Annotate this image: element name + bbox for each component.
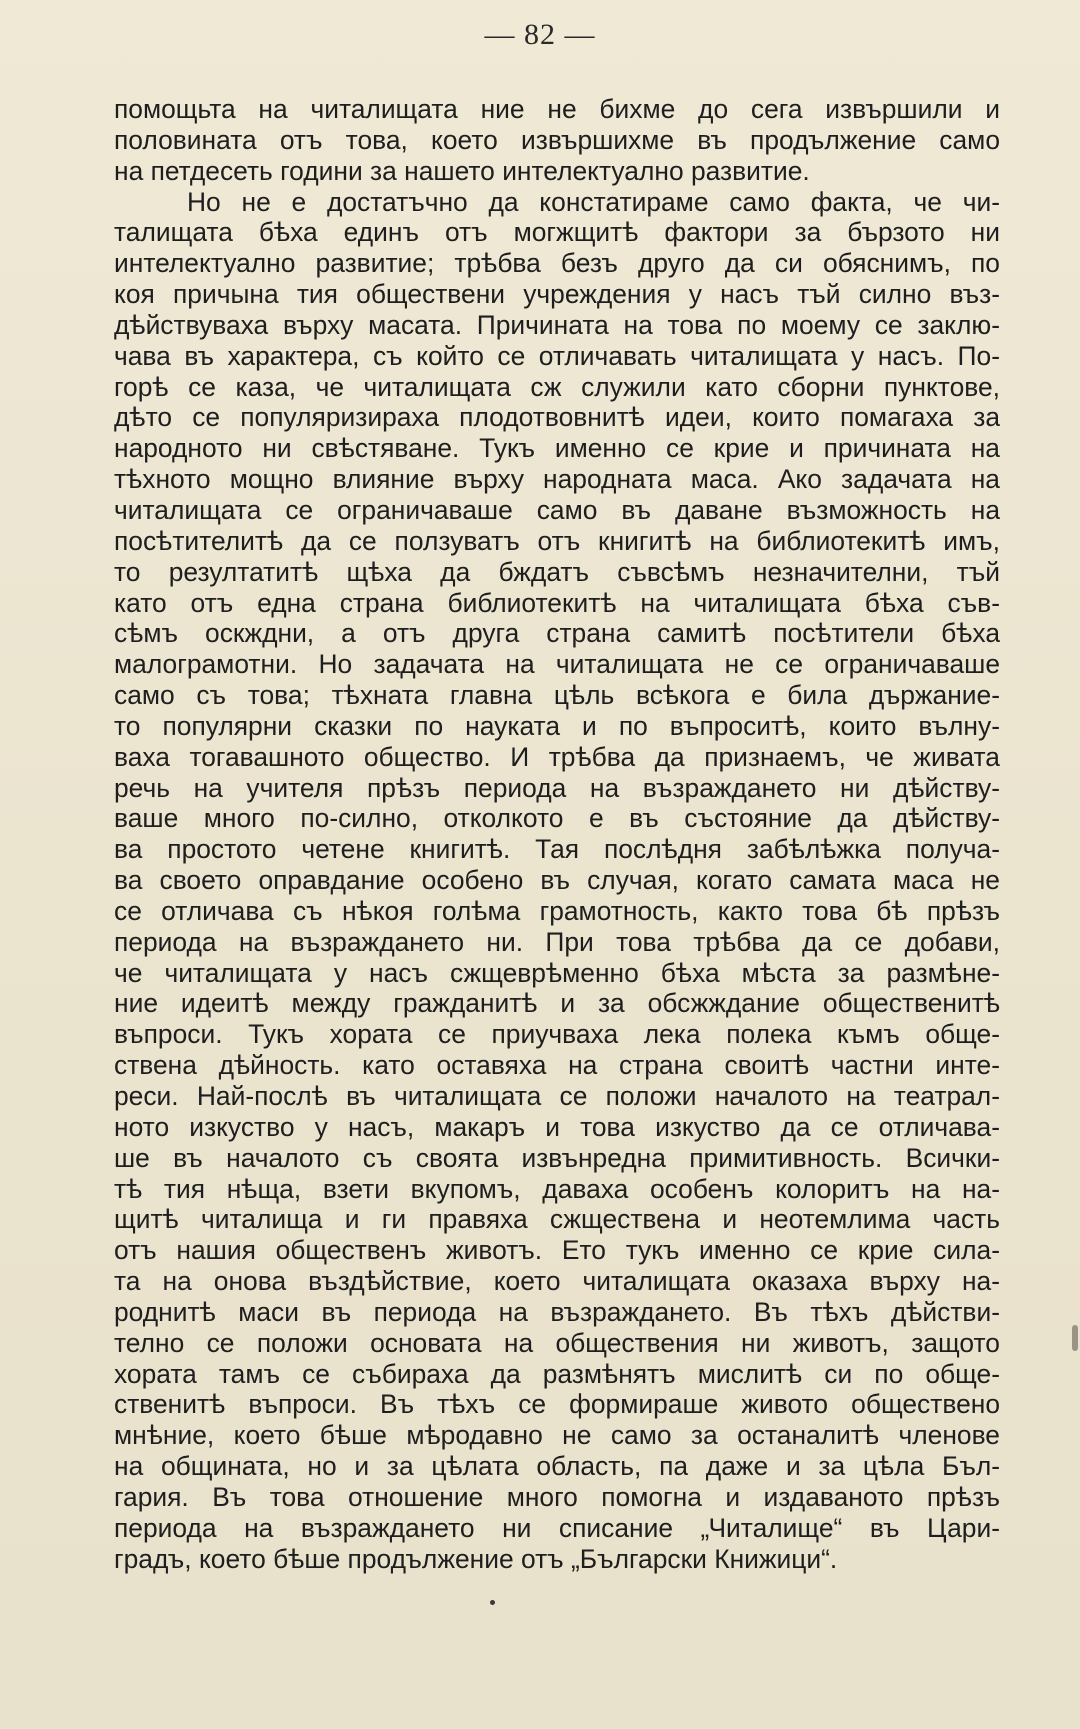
text-line: талищата бѣха единъ отъ могжщитѣ фактори за бързото ни — [114, 217, 1000, 248]
text-line: като отъ една страна библиотекитѣ на читалищата бѣха съв- — [114, 587, 1000, 618]
text-line: тѣ тия нѣща, взети вкупомъ, даваха особенъ колоритъ на на- — [114, 1173, 1000, 1204]
text-line: сѣмъ оскждни, а отъ друга страна самитѣ посѣтители бѣха — [114, 618, 1000, 649]
text-line: посѣтителитѣ да се ползуватъ отъ книгитѣ на библиотекитѣ имъ, — [114, 525, 1000, 556]
text-line: отъ нашия общественъ животъ. Ето тукъ именно се крие сила- — [114, 1235, 1000, 1266]
text-line: читалищата се ограничаваше само въ даване възможность на — [114, 494, 1000, 525]
text-line: само съ това; тѣхната главна цѣль всѣкога е била държание- — [114, 680, 1000, 711]
text-line: коя причына тия обществени учреждения у насъ тъй силно въз- — [114, 279, 1000, 310]
text-line: ние идеитѣ между гражданитѣ и за обсжждание общественитѣ — [114, 988, 1000, 1019]
text-line: ното изкуство у насъ, макаръ и това изкуство да се отличава- — [114, 1111, 1000, 1142]
text-line: то популярни сказки по науката и по въпроситѣ, които вълну- — [114, 710, 1000, 741]
text-line: мнѣние, което бѣше мѣродавно не само за останалитѣ членове — [114, 1420, 1000, 1451]
text-line: щитѣ читалища и ги правяха сжществена и неотемлима часть — [114, 1204, 1000, 1235]
text-line: че читалищата у насъ сжщеврѣменно бѣха мѣста за размѣне- — [114, 957, 1000, 988]
text-line: роднитѣ маси въ периода на възраждането. Въ тѣхъ дѣйстви- — [114, 1296, 1000, 1327]
text-line: на петдесеть години за нашето интелектуално развитие. — [114, 155, 810, 186]
text-line: ствена дѣйность. като оставяха на страна своитѣ частни инте- — [114, 1050, 1000, 1081]
text-line: ше въ началото съ своята извънредна примитивность. Всички- — [114, 1142, 1000, 1173]
text-line: градъ, което бѣше продължение отъ „Български Книжици“. — [114, 1543, 838, 1574]
text-line: половината отъ това, което извършихме въ продължение само — [114, 124, 1000, 155]
text-line: то резултатитѣ щѣха да бждатъ съвсѣмъ незначителни, тъй — [114, 556, 1000, 587]
text-line: тѣхното мощно влияние върху народната маса. Ако задачата на — [114, 464, 1000, 495]
text-line: ва своето оправдание особено въ случая, когато самата маса не — [114, 865, 1000, 896]
text-line: ваше много по-силно, отколкото е въ състояние да дѣйству- — [114, 803, 1000, 834]
text-line: телно се положи основата на обществения ни животъ, защото — [114, 1327, 1000, 1358]
text-line: гария. Въ това отношение много помогна и издаваното прѣзъ — [114, 1481, 1000, 1512]
text-line: горѣ се каза, че читалищата сж служили като сборни пунктове, — [114, 371, 1000, 402]
body-text — [114, 94, 1000, 1575]
text-line: се отличава съ нѣкоя голѣма грамотность, както това бѣ прѣзъ — [114, 895, 1000, 926]
text-line: реси. Най-послѣ въ читалищата се положи началото на театрал- — [114, 1081, 1000, 1111]
text-line: дѣто се популяризираха плодотвовнитѣ идеи, които помагаха за — [114, 402, 1000, 433]
text-line: малограмотни. Но задачата на читалищата не се ограничаваше — [114, 649, 1000, 680]
text-line: периода на възраждането ни списание „Читалище“ въ Цари- — [114, 1512, 1000, 1543]
text-line: хората тамъ се събираха да размѣнятъ мислитѣ си по обще- — [114, 1358, 1000, 1389]
text-line: Но не е достатъчно да констатираме само факта, че чи- — [187, 186, 1000, 217]
page-dot-mark — [490, 1600, 495, 1605]
text-line: ва простото четене книгитѣ. Тая послѣдня забѣлѣжка получа- — [114, 834, 1000, 865]
text-line: та на онова въздѣйствие, което читалищата оказаха върху на- — [114, 1266, 1000, 1297]
text-line: речь на учителя прѣзъ периода на възраждането ни дѣйству- — [114, 772, 1000, 803]
text-line: на общината, но и за цѣлата область, па даже и за цѣла Бъл- — [114, 1451, 1000, 1482]
text-line: интелектуално развитие; трѣбва безъ друго да си обяснимъ, по — [114, 248, 1000, 279]
text-line: народното ни свѣстяване. Тукъ именно се крие и причината на — [114, 433, 1000, 464]
text-line: периода на възраждането ни. При това трѣбва да се добави, — [114, 926, 1000, 957]
text-line: чава въ характера, съ който се отличавать читалищата у насъ. По- — [114, 340, 1000, 371]
text-line: дѣйствуваха върху масата. Причината на това по моему се заклю- — [114, 309, 1000, 340]
page-number: — 82 — — [484, 18, 596, 51]
text-line: ваха тогавашното общество. И трѣбва да признаемъ, че живата — [114, 741, 1000, 772]
text-line: въпроси. Тукъ хората се приучваха лека полека къмъ обще- — [114, 1019, 1000, 1050]
text-line: ственитѣ въпроси. Въ тѣхъ се формираше живото обществено — [114, 1389, 1000, 1420]
page-edge-mark — [1072, 1325, 1078, 1351]
text-line: помощьта на читалищата ние не бихме до сега извършили и — [114, 94, 1000, 124]
